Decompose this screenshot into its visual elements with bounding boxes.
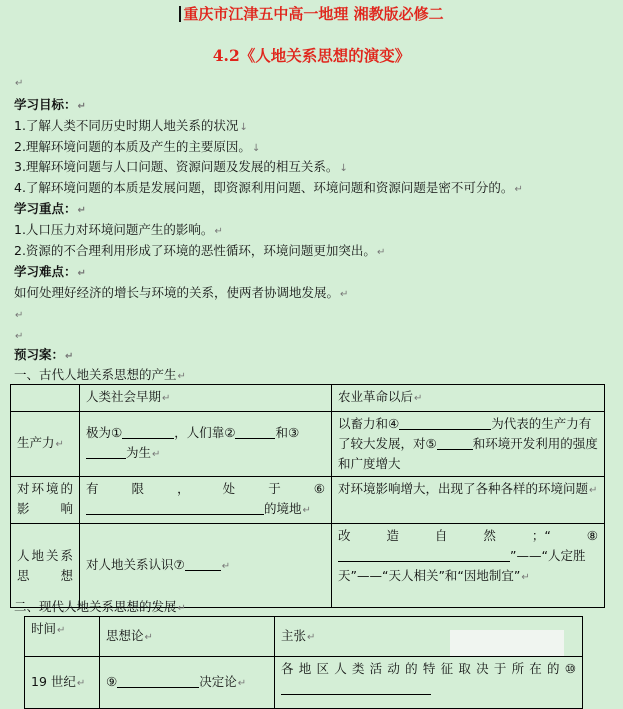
lesson-title: 4.2《人地关系思想的演变》: [212, 46, 411, 65]
paragraph-mark-icon: ↵: [15, 331, 24, 342]
paragraph-mark-icon: ↵: [177, 603, 186, 614]
table-header-cell: 思想论↵: [100, 617, 275, 657]
table-header-cell: 人类社会早期↵: [80, 385, 332, 412]
paragraph-mark-icon: ↵: [177, 371, 186, 382]
row-label: 人地关系思想: [11, 524, 80, 608]
cell-text: 各地区人类活动的特征取决于所在的⑩: [281, 661, 576, 676]
focus-heading: 学习重点：↵: [14, 201, 86, 216]
preview-heading: 预习案：↵: [14, 347, 74, 362]
table-header-cell: 农业革命以后↵: [332, 385, 605, 412]
paragraph-mark-icon: ↵: [15, 78, 24, 89]
watermark: [450, 630, 564, 656]
table-header-cell: [11, 385, 80, 412]
section-heading: 二、现代人地关系思想的发展↵: [14, 599, 186, 614]
table-cell: [275, 657, 583, 709]
section-heading: 一、古代人地关系思想的产生↵: [14, 367, 186, 382]
blank-line: [14, 305, 23, 325]
table-cell: 改造自然；“⑧ ”——“人定胜天”——“天人相关”和“因地制宜”↵: [332, 524, 605, 608]
difficulty-text: 如何处理好经济的增长与环境的关系，使两者协调地发展。↵: [14, 285, 349, 300]
paragraph-mark-icon: ↵: [77, 101, 86, 112]
focus-item: 1.人口压力对环境问题产生的影响。↵: [14, 222, 223, 237]
table-cell: 以畜力和④ 为代表的生产力有了较大发展，对⑤ 和环境开发利用的强度和广度增大: [332, 412, 605, 477]
table-cell: ⑨ 决定论↵: [100, 657, 275, 709]
paragraph-mark-icon: ↓: [251, 143, 261, 154]
table-cell: 对环境影响增大，出现了各种各样的环境问题↵: [332, 477, 605, 524]
cell-text: 有限，处于⑥: [86, 481, 325, 496]
paragraph-mark-icon: ↵: [214, 226, 223, 237]
row-label: 生产力↵: [11, 412, 80, 477]
blank-line: [14, 73, 23, 93]
table-header-cell: 时间↵: [25, 617, 100, 657]
paragraph-mark-icon: ↵: [77, 205, 86, 216]
paragraph-mark-icon: ↓: [239, 122, 248, 133]
ancient-thought-table: [10, 384, 605, 608]
paragraph-mark-icon: ↵: [77, 268, 86, 279]
blank-line: [14, 326, 23, 346]
paragraph-mark-icon: ↵: [376, 247, 386, 258]
paragraph-mark-icon: ↵: [15, 310, 24, 321]
goal-item: 2.理解环境问题的本质及产生的主要原因。↓: [14, 139, 261, 154]
focus-item: 2.资源的不合理利用形成了环境的恶性循环，环境问题更加突出。↵: [14, 243, 386, 258]
paragraph-mark-icon: ↵: [340, 289, 349, 300]
goal-item: 1.了解人类不同历史时期人地关系的状况↓: [14, 118, 248, 133]
document-title: [0, 3, 623, 24]
goal-item: 4.了解环境问题的本质是发展问题，即资源利用问题、环境问题和资源问题是密不可分的。↵: [14, 180, 523, 195]
paragraph-mark-icon: ↵: [65, 351, 74, 362]
paragraph-mark-icon: ↓: [339, 163, 348, 174]
table-cell: 对人地关系认识⑦ ↵: [80, 524, 332, 608]
paragraph-mark-icon: ↵: [514, 184, 523, 195]
text-cursor: [179, 6, 181, 22]
goal-item: 3.理解环境问题与人口问题、资源问题及发展的相互关系。↓: [14, 159, 348, 174]
table-header-cell: 主张↵: [275, 617, 583, 657]
table-cell: 有限，处于⑥ 的境地↵: [80, 477, 332, 524]
goals-heading: 学习目标：↵: [14, 97, 86, 112]
row-label: 对环境的影响: [11, 477, 80, 524]
cell-text: 改造自然；“⑧: [338, 528, 598, 543]
difficulty-heading: 学习难点：↵: [14, 264, 86, 279]
table-cell: 极为① ，人们靠② 和③ 为生↵: [80, 412, 332, 477]
table-cell: 19 世纪↵: [25, 657, 100, 709]
title-text: 重庆市江津五中高一地理 湘教版必修二: [183, 5, 444, 23]
